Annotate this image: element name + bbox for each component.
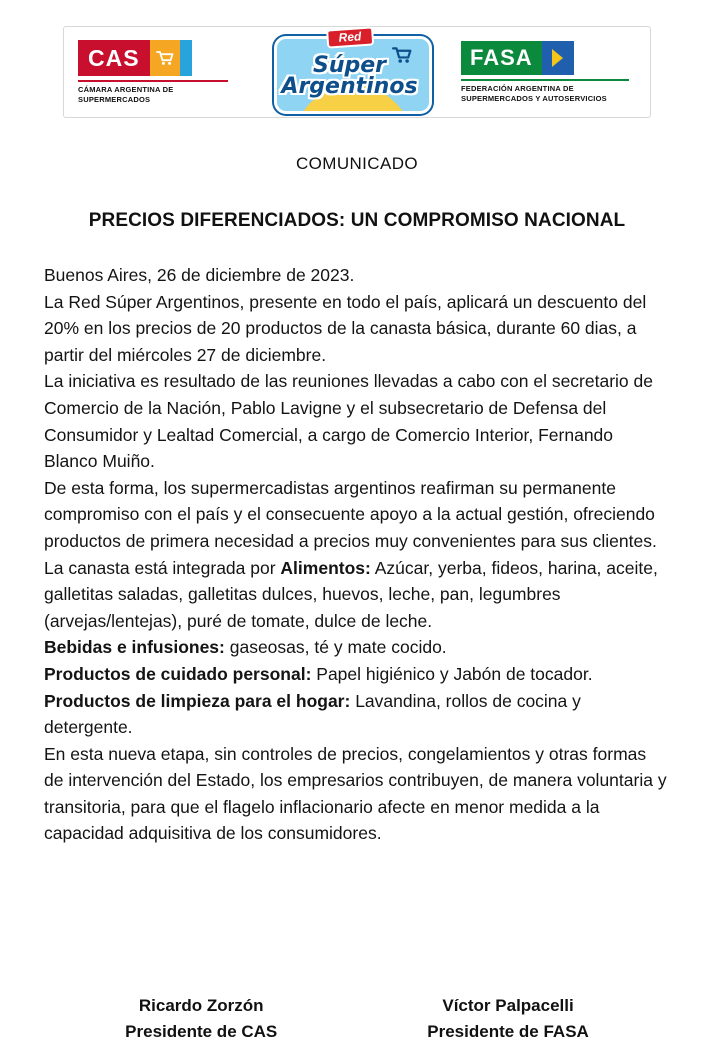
paragraph-foods <box>44 555 670 635</box>
foods-items: Azúcar, yerba, fideos, harina, aceite, galletitas saladas, galletitas dulces, huevos, leche, pan, legumbres (arvejas/lentejas), puré de tomate, dulce de leche. <box>44 557 658 631</box>
shopping-cart-icon <box>150 40 180 76</box>
cas-logo-mark <box>78 40 192 76</box>
foods-lead: La canasta está integrada por <box>44 557 281 578</box>
fasa-acronym: FASA <box>461 41 542 75</box>
signature-role: Presidente de CAS <box>125 1021 278 1041</box>
foods-label: Alimentos: <box>280 557 371 578</box>
personal-care-items: Papel higiénico y Jabón de tocador. <box>311 663 593 684</box>
fasa-divider <box>461 79 629 81</box>
paragraph-commitment: De esta forma, los supermercadistas argentinos reafirman su permanente compromiso con el país y el consecuente apoyo a la actual gestión, ofreciendo productos de primera necesidad a precios muy convenientes para sus clientes. <box>44 477 657 551</box>
personal-care-label: Productos de cuidado personal: <box>44 663 312 684</box>
rsa-word-super: Súper <box>312 52 386 78</box>
fasa-subtitle-line2: SUPERMERCADOS Y AUTOSERVICIOS <box>461 93 607 103</box>
red-super-argentinos-logo <box>262 30 438 114</box>
signature-block <box>0 993 714 1044</box>
rsa-red-tag: Red <box>326 26 374 48</box>
paragraph-initiative: La iniciativa es resultado de las reuniones llevadas a cabo con el secretario de Comercio de la Nación, Pablo Lavigne y el subsecretario de Defensa del Consumidor y Lealtad Comercial, a cargo de Comercio Interior, Fernando Blanco Muiño. <box>44 371 653 472</box>
cas-divider <box>78 80 228 82</box>
logo-bar <box>63 26 651 118</box>
fasa-subtitle-line1: FEDERACIÓN ARGENTINA DE <box>461 84 574 94</box>
signature-name: Víctor Palpacelli <box>442 996 574 1015</box>
document-text <box>44 262 670 847</box>
triangle-right-icon <box>542 41 574 75</box>
paragraph-drinks <box>44 634 670 661</box>
cas-subtitle-line2: SUPERMERCADOS <box>78 94 151 104</box>
paragraph-discount: La Red Súper Argentinos, presente en todo el país, aplicará un descuento del 20% en los precios de 20 productos de la canasta básica, durante 60 dias, a partir del miércoles 27 de diciembre. <box>44 291 647 365</box>
cas-blue-bar <box>180 40 192 76</box>
cas-logo <box>78 40 238 104</box>
cleaning-label: Productos de limpieza para el hogar: <box>44 690 351 711</box>
fasa-logo-mark <box>461 41 574 75</box>
signature-fasa <box>427 993 589 1044</box>
paragraph-cleaning <box>44 688 670 741</box>
document-kicker: COMUNICADO <box>295 154 419 173</box>
shopping-cart-icon <box>392 46 412 69</box>
paragraph-date: Buenos Aires, 26 de diciembre de 2023. <box>44 265 355 285</box>
page-title: PRECIOS DIFERENCIADOS: UN COMPROMISO NACIONAL <box>88 210 626 231</box>
drinks-label: Bebidas e infusiones: <box>44 637 225 658</box>
fasa-logo <box>461 41 636 103</box>
paragraph-closing: En esta nueva etapa, sin controles de precios, congelamientos y otras formas de intervención del Estado, los empresarios contribuyen, de manera voluntaria y transitoria, para que el flagelo inflacionario afecte en menor medida a la capacidad adquisitiva de los consumidores. <box>44 743 667 844</box>
paragraph-personal-care <box>44 661 670 688</box>
document-body <box>0 154 714 847</box>
drinks-items: gaseosas, té y mate cocido. <box>224 637 447 658</box>
signature-name: Ricardo Zorzón <box>138 996 264 1015</box>
cas-acronym: CAS <box>78 40 150 76</box>
rsa-word-argentinos: Argentinos <box>281 74 418 99</box>
signature-role: Presidente de FASA <box>427 1021 589 1041</box>
cleaning-items: Lavandina, rollos de cocina y detergente. <box>44 690 581 738</box>
cas-subtitle-line1: CÁMARA ARGENTINA DE <box>78 85 174 95</box>
signature-cas <box>125 993 277 1044</box>
